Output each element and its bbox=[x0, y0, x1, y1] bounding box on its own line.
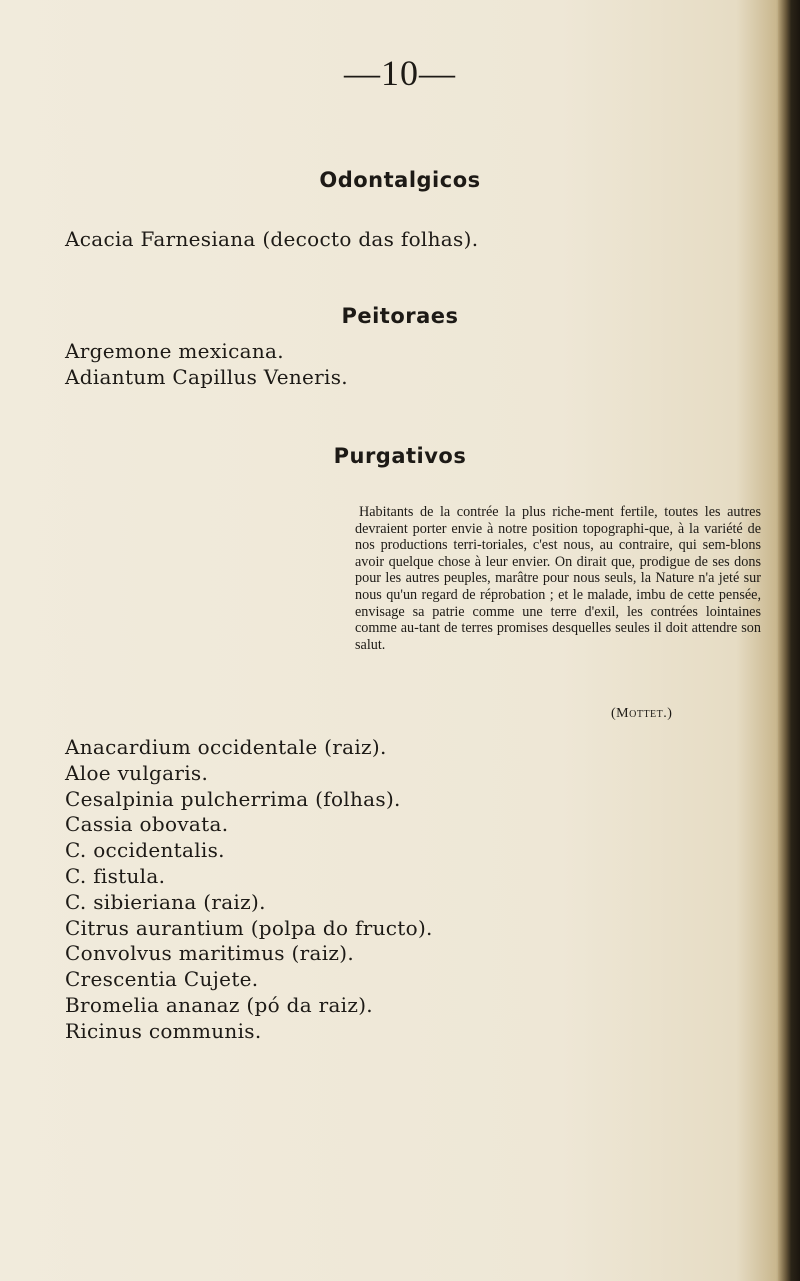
list-item: Crescentia Cujete. bbox=[65, 967, 259, 992]
list-item: Convolvus maritimus (raiz). bbox=[65, 941, 354, 966]
purgativos-list bbox=[65, 735, 433, 1045]
epigraph-author: (Mottet.) bbox=[611, 706, 673, 721]
list-item: Anacardium occidentale (raiz). bbox=[65, 735, 387, 759]
odontalgicos-list bbox=[65, 227, 478, 253]
list-item: C. fistula. bbox=[65, 863, 166, 888]
list-item: Acacia Farnesiana (decocto das folhas). bbox=[65, 227, 479, 251]
epigraph bbox=[355, 504, 761, 653]
peitoraes-list bbox=[65, 339, 348, 390]
epigraph-text: Habitants de la contrée la plus riche-ment fertile, toutes les autres devraient porter envie à notre position topographi-que, à la variété de nos productions terri-toriales, c'est nous, au contraire, qui sem-blons avoir quelque chose à leur envier. On dirait que, prodigue de ses dons pour les autres peuples, marâtre pour nous seuls, la Nature n'a jeté sur nous qu'un regard de réprobation ; et le malade, imbu de cette pensée, envisage sa patrie comme une terre d'exil, les contrées lointaines comme au-tant de terres promises desquelles seules il doit attendre son salut. bbox=[355, 504, 761, 653]
list-item: Ricinus communis. bbox=[65, 1018, 262, 1043]
section-title-purgativos: Purgativos bbox=[333, 444, 467, 468]
list-item: Cassia obovata. bbox=[65, 812, 229, 837]
section-title-peitoraes: Peitoraes bbox=[341, 304, 459, 328]
list-item: Cesalpinia pulcherrima (folhas). bbox=[65, 786, 401, 811]
list-item: C. occidentalis. bbox=[65, 838, 225, 863]
list-item: Adiantum Capillus Veneris. bbox=[65, 364, 348, 389]
section-title-odontalgicos: Odontalgicos bbox=[319, 168, 481, 192]
page-number: —10— bbox=[344, 53, 456, 93]
list-item: Argemone mexicana. bbox=[65, 339, 284, 363]
list-item: C. sibieriana (raiz). bbox=[65, 889, 266, 914]
list-item: Aloe vulgaris. bbox=[65, 760, 209, 785]
list-item: Citrus aurantium (polpa do fructo). bbox=[65, 915, 433, 940]
list-item: Bromelia ananaz (pó da raiz). bbox=[65, 992, 373, 1017]
book-spine-edge bbox=[778, 0, 800, 1281]
